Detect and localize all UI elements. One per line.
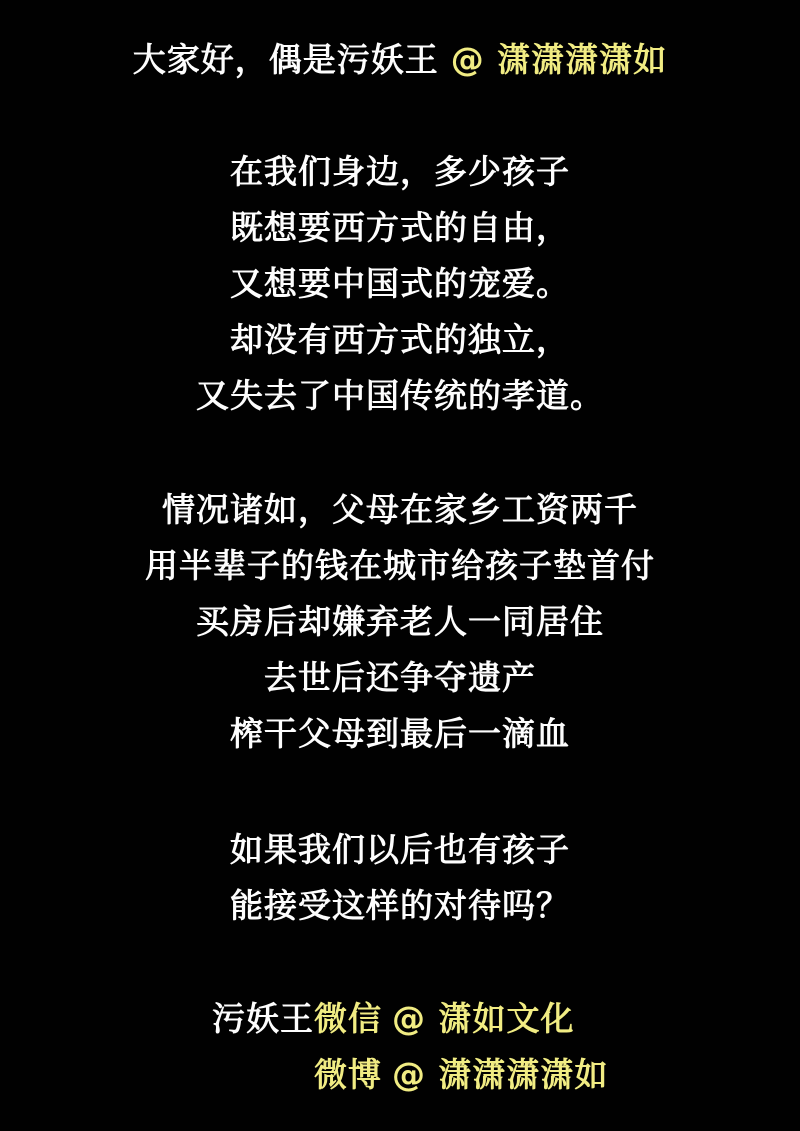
poster-line: 能接受这样的对待吗？ bbox=[230, 886, 570, 925]
poster-line: 去世后还争夺遗产 bbox=[264, 658, 536, 697]
poster-line: 如果我们以后也有孩子 bbox=[230, 830, 570, 869]
footer-credits bbox=[0, 991, 800, 1103]
poster-line: 买房后却嫌弃老人一同居住 bbox=[196, 602, 604, 641]
footer-wechat-label bbox=[0, 991, 382, 1047]
title-intro-text: 大家好，偶是污妖王 bbox=[132, 40, 439, 79]
footer-wechat-word: 微信 bbox=[314, 999, 382, 1038]
paragraph-examples bbox=[0, 482, 800, 762]
poster-title bbox=[0, 0, 800, 88]
poster-line: 既想要西方式的自由， bbox=[230, 208, 570, 247]
footer-weibo-label bbox=[0, 1047, 382, 1103]
poster-line: 在我们身边，多少孩子 bbox=[230, 152, 570, 191]
footer-weibo-handle: @ 潇潇潇潇如 bbox=[392, 1055, 609, 1094]
poster-line: 用半辈子的钱在城市给孩子垫首付 bbox=[145, 546, 655, 585]
paragraph-wishes bbox=[0, 144, 800, 424]
footer-weibo-word: 微博 bbox=[314, 1055, 382, 1094]
poster-line: 又想要中国式的宠爱。 bbox=[230, 264, 570, 303]
poster-line: 情况诸如，父母在家乡工资两千 bbox=[162, 490, 638, 529]
poster-line: 榨干父母到最后一滴血 bbox=[230, 714, 570, 753]
poster-line: 却没有西方式的独立， bbox=[230, 320, 570, 359]
footer-wechat-handle: @ 潇如文化 bbox=[392, 999, 575, 1038]
paragraph-question bbox=[0, 822, 800, 934]
title-handle-mention: @ 潇潇潇潇如 bbox=[450, 40, 668, 79]
poster-line: 又失去了中国传统的孝道。 bbox=[196, 376, 604, 415]
footer-author-name: 污妖王 bbox=[212, 999, 314, 1038]
